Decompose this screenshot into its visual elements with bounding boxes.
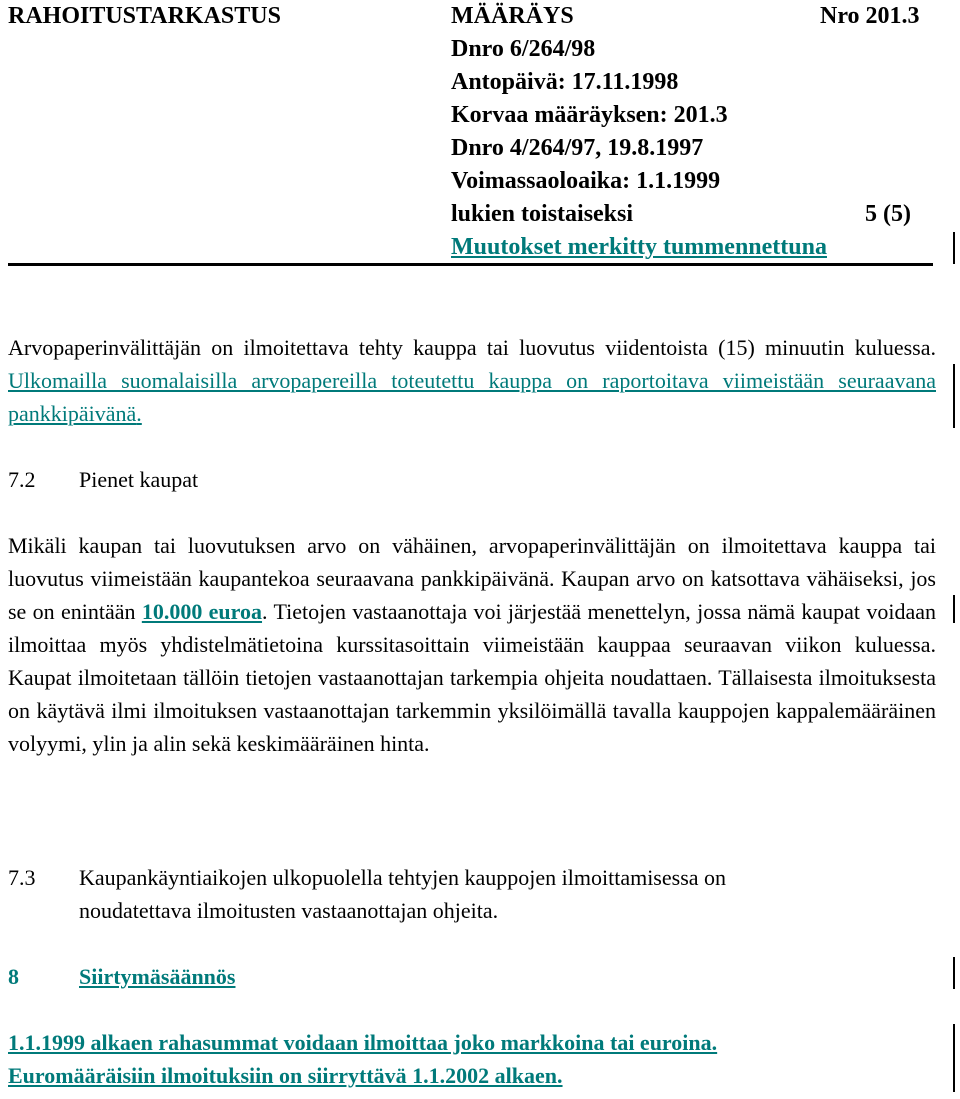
paragraph-small-trades (8, 529, 936, 760)
transition-line1: 1.1.1999 alkaen rahasummat voidaan ilmoittaa joko markkoina tai euroina. (8, 1030, 718, 1055)
section-heading-8 (8, 960, 235, 993)
section-7-3-line2: noudatettava ilmoitusten vastaanottajan ohjeita. (79, 898, 499, 923)
replaces-dnro: Dnro 4/264/97, 19.8.1997 (451, 135, 704, 161)
paragraph-text: . Tietojen vastaanottaja voi järjestää menettelyn, jossa nämä kaupat voidaan ilmoittaa myös yhdistelmätietoina kurssitasoittain viimeistään kauppaa seuraavan viikon kuluessa. Kaupat ilmoitetaan tällöin tietojen vastaanottajan tarkempia ohjeita noudattaen. Tällaisesta ilmoituksesta on käytävä ilmi ilmoituksen vastaanottajan tarkemmin yksilöimällä tavalla kauppojen kappalemääräinen volyymi, ylin ja alin sekä keskimääräinen hinta. (8, 599, 936, 756)
section-number: 8 (8, 964, 19, 989)
section-text: Kaupankäyntiaikojen ulkopuolella tehtyjen kauppojen ilmoittamisessa on (79, 865, 727, 890)
section-number: 7.3 (8, 865, 36, 890)
header-rule (8, 263, 933, 266)
change-bar (953, 595, 955, 623)
changed-text: Ulkomailla suomalaisilla arvopapereilla toteutettu kauppa on raportoitava viimeistään seuraavana pankkipäivänä (8, 368, 936, 426)
changed-amount: 10.000 euroa (141, 599, 263, 624)
change-bar (953, 957, 955, 989)
changes-note: Muutokset merkitty tummennettuna (451, 234, 827, 260)
section-number: 7.2 (8, 467, 36, 492)
paragraph-text: Mikäli kaupan tai luovutuksen arvo on vähäinen, arvopaperinvälittäjän on ilmoitettava kauppa tai luovutus viimeistään kaupantekoa seuraavana pankkipäivänä. Kaupan arvo on katsottava vähäiseksi, jos se on enintään (8, 533, 936, 624)
doc-type: MÄÄRÄYS (451, 3, 574, 29)
validity: Voimassaoloaika: 1.1.1999 (451, 168, 721, 194)
changed-text-period: . (136, 401, 142, 426)
paragraph-text: Arvopaperinvälittäjän on ilmoitettava tehty kauppa tai luovutus viidentoista (15) minuutin kuluessa. (8, 335, 936, 360)
dnro: Dnro 6/264/98 (451, 36, 596, 62)
change-bar (953, 364, 955, 428)
page-number: 5 (5) (865, 201, 911, 227)
section-title: Siirtymäsäännös (79, 964, 236, 989)
issue-date: Antopäivä: 17.11.1998 (451, 69, 679, 95)
change-bar (953, 232, 955, 264)
section-heading-7-2 (8, 463, 198, 496)
section-title: Pienet kaupat (79, 467, 199, 492)
paragraph-reporting-deadline (8, 331, 936, 430)
transition-line2: Euromääräisiin ilmoituksiin on siirryttävä 1.1.2002 alkaen. (8, 1063, 563, 1088)
org-name: RAHOITUSTARKASTUS (8, 3, 281, 29)
doc-number: Nro 201.3 (820, 3, 920, 29)
section-7-3-line1 (8, 861, 726, 894)
replaces: Korvaa määräyksen: 201.3 (451, 102, 728, 128)
validity-cont: lukien toistaiseksi (451, 201, 634, 227)
change-bar (953, 1024, 955, 1092)
